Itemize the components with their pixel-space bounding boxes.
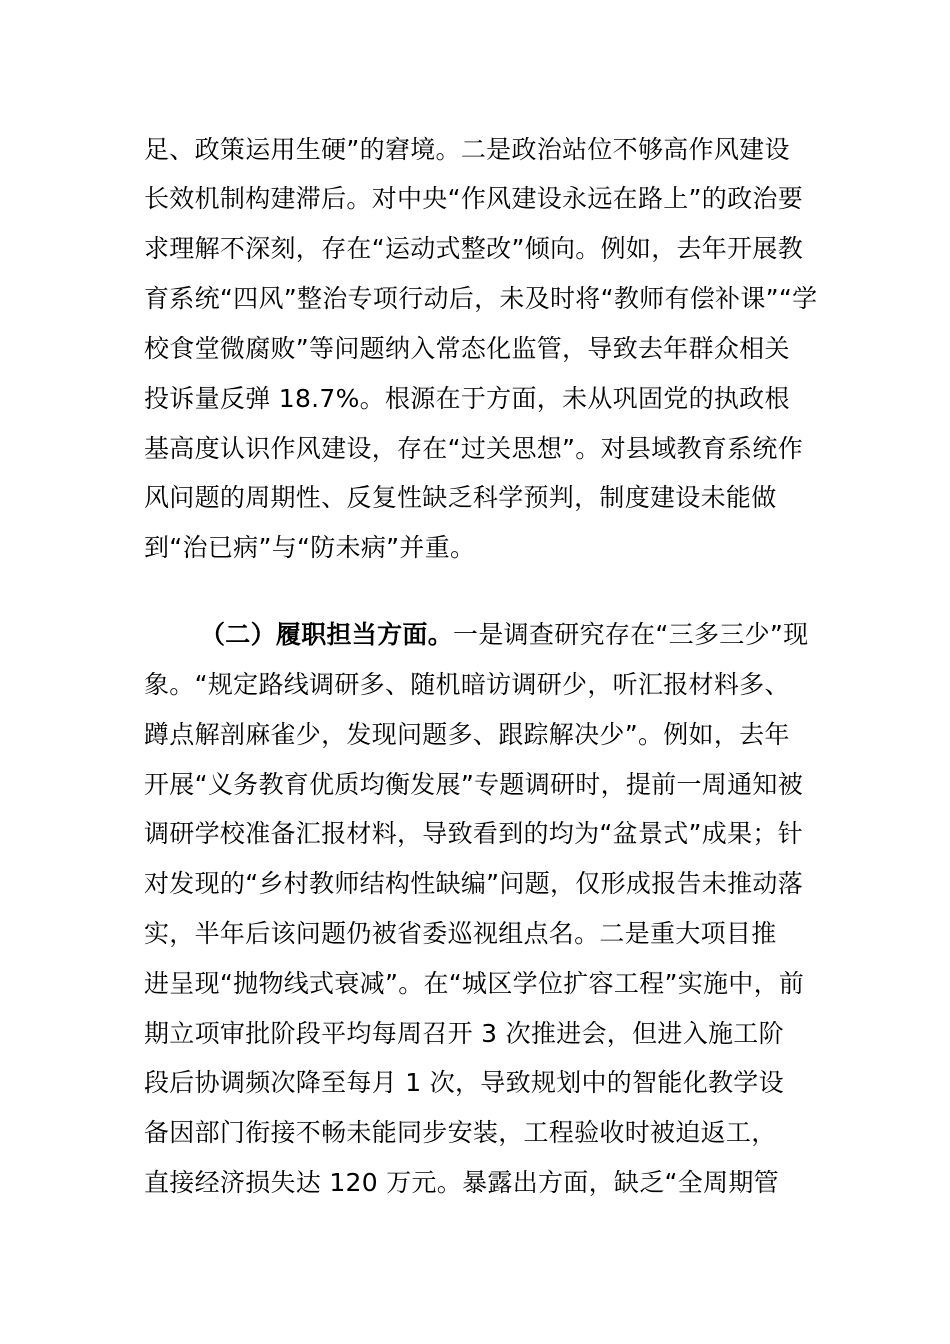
heading-continuation: 一是调查研究存在“三多三少”现: [453, 620, 809, 649]
text-line: 调研学校准备汇报材料，导致看到的均为“盆景式”成果；针: [144, 819, 804, 848]
text-line: 育系统“四风”整治专项行动后，未及时将“教师有偿补课”“学: [144, 284, 818, 313]
text-line: 校食堂微腐败”等问题纳入常态化监管，导致去年群众相关: [144, 334, 790, 363]
text-line: 直接经济损失达 120 万元。暴露出方面，缺乏“全周期管: [144, 1168, 779, 1197]
text-line: 投诉量反弹 18.7%。根源在于方面，未从巩固党的执政根: [144, 384, 790, 413]
text-line: 象。“规定路线调研多、随机暗访调研少，听汇报材料多、: [144, 670, 790, 699]
section-heading: （二）履职担当方面。: [200, 620, 454, 649]
text-line: 备因部门衔接不畅未能同步安装，工程验收时被迫返工，: [144, 1118, 777, 1147]
text-line: 段后协调频次降至每月 1 次，导致规划中的智能化教学设: [144, 1068, 784, 1097]
text-line: 基高度认识作风建设，存在“过关思想”。对县域教育系统作: [144, 434, 804, 463]
text-line: 实，半年后该问题仍被省委巡视组点名。二是重大项目推: [144, 919, 777, 948]
text-line: 长效机制构建滞后。对中央“作风建设永远在路上”的政治要: [144, 184, 804, 213]
text-line: 到“治已病”与“防未病”并重。: [144, 533, 476, 562]
text-line: 开展“义务教育优质均衡发展”专题调研时，提前一周通知被: [144, 770, 804, 799]
text-line: 对发现的“乡村教师结构性缺编”问题，仅形成报告未推动落: [144, 869, 804, 898]
text-line: 进呈现“抛物线式衰减”。在“城区学位扩容工程”实施中，前: [144, 969, 805, 998]
text-line: 风问题的周期性、反复性缺乏科学预判，制度建设未能做: [144, 483, 777, 512]
text-line: 蹲点解剖麻雀少，发现问题多、跟踪解决少”。例如，去年: [144, 720, 790, 749]
text-line: 期立项审批阶段平均每周召开 3 次推进会，但进入施工阶: [144, 1019, 784, 1048]
text-line: 足、政策运用生硬”的窘境。二是政治站位不够高作风建设: [144, 135, 790, 164]
text-line: 求理解不深刻，存在“运动式整改”倾向。例如，去年开展教: [144, 234, 804, 263]
text-line: [200, 610, 809, 660]
